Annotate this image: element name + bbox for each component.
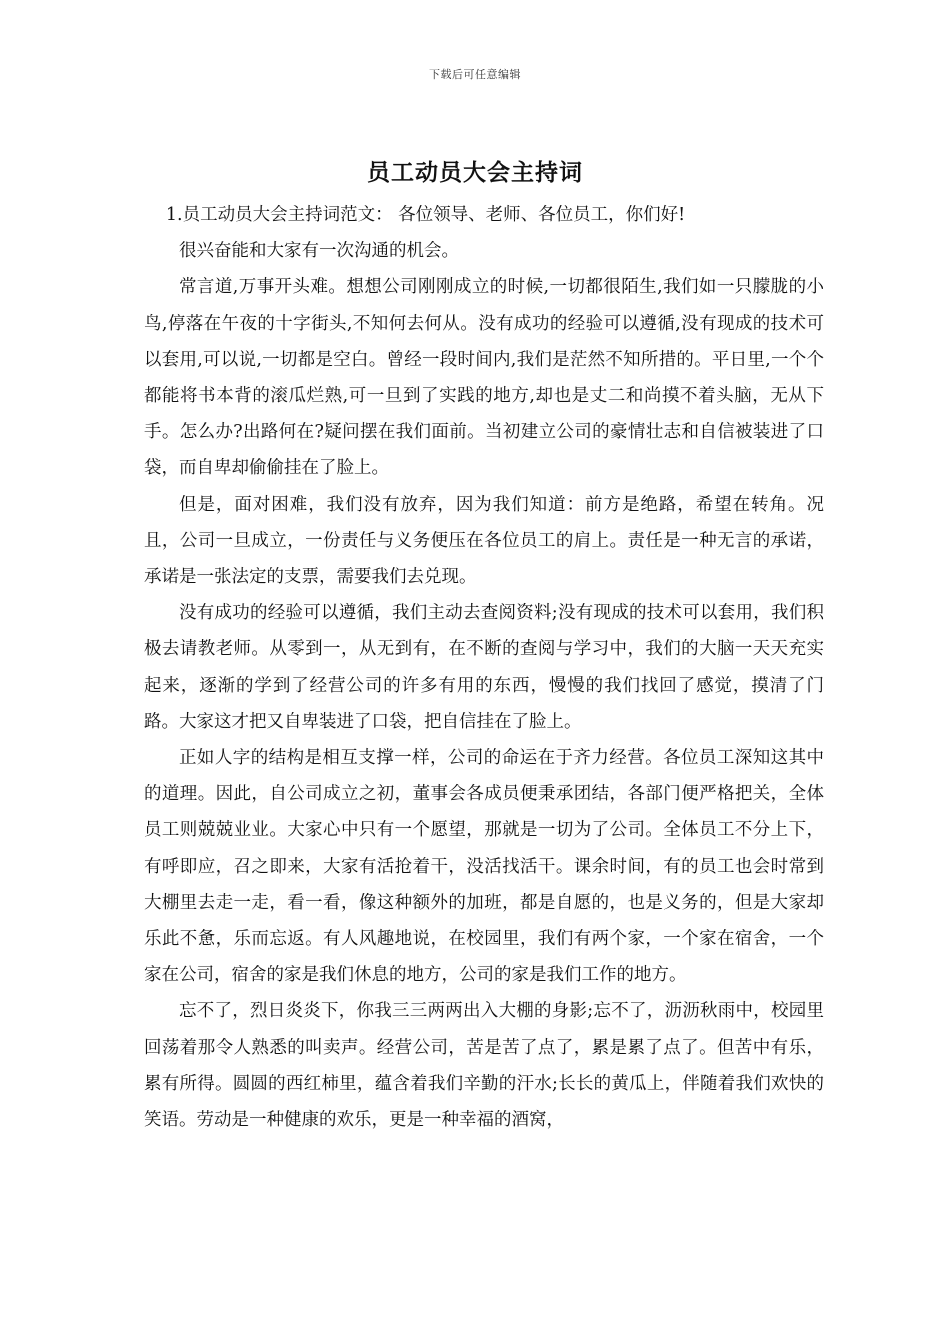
paragraph: 正如人字的结构是相互支撑一样，公司的命运在于齐力经营。各位员工深知这其中的道理。因此，自公司成立之初，董事会各成员便秉承团结，各部门便严格把关，全体员工则兢兢业业。大家心中只有一个愿望，那就是一切为了公司。全体员工不分上下，有呼即应，召之即来，大家有活抢着干，没活找活干。课余时间，有的员工也会时常到大棚里去走一走，看一看，像这种额外的加班，都是自愿的，也是义务的，但是大家却乐此不惫，乐而忘返。有人风趣地说，在校园里，我们有两个家，一个家在宿舍，一个家在公司，宿舍的家是我们休息的地方，公司的家是我们工作的地方。 xyxy=(144,748,824,986)
document-title: 员工动员大会主持词 xyxy=(367,159,583,186)
paragraph: 忘不了，烈日炎炎下，你我三三两两出入大棚的身影;忘不了，沥沥秋雨中，校园里回荡着那令人熟悉的叫卖声。经营公司，苦是苦了点了，累是累了点了。但苦中有乐，累有所得。圆圆的西红柿里，蕴含着我们辛勤的汗水;长长的黄瓜上，伴随着我们欢快的笑语。劳动是一种健康的欢乐，更是一种幸福的酒窝， xyxy=(144,1001,824,1131)
paragraph: 很兴奋能和大家有一次沟通的机会。 xyxy=(179,241,459,262)
header-note: 下载后可任意编辑 xyxy=(429,68,521,81)
document-body xyxy=(144,197,824,1138)
paragraph-intro-item: 1.员工动员大会主持词范文： 各位领导、老师、各位员工，你们好! xyxy=(165,205,686,225)
paragraph: 常言道,万事开头难。想想公司刚刚成立的时候,一切都很陌生,我们如一只朦胧的小鸟,停落在午夜的十字街头,不知何去何从。没有成功的经验可以遵循,没有现成的技术可以套用,可以说,一切都是空白。曾经一段时间内,我们是茫然不知所措的。平日里,一个个都能将书本背的滚瓜烂熟,可一旦到了实践的地方,却也是丈二和尚摸不着头脑，无从下手。怎么办?出路何在?疑问摆在我们面前。当初建立公司的豪情壮志和自信被装进了口袋，而自卑却偷偷挂在了脸上。 xyxy=(144,277,824,479)
paragraph: 没有成功的经验可以遵循，我们主动去查阅资料;没有现成的技术可以套用，我们积极去请教老师。从零到一，从无到有，在不断的查阅与学习中，我们的大脑一天天充实起来，逐渐的学到了经营公司的许多有用的东西，慢慢的我们找回了感觉，摸清了门路。大家这才把又自卑装进了口袋，把自信挂在了脸上。 xyxy=(144,603,824,732)
paragraph: 但是，面对困难，我们没有放弃，因为我们知道：前方是绝路，希望在转角。况且，公司一旦成立，一份责任与义务便压在各位员工的肩上。责任是一种无言的承诺，承诺是一张法定的支票，需要我们去兑现。 xyxy=(144,494,824,588)
